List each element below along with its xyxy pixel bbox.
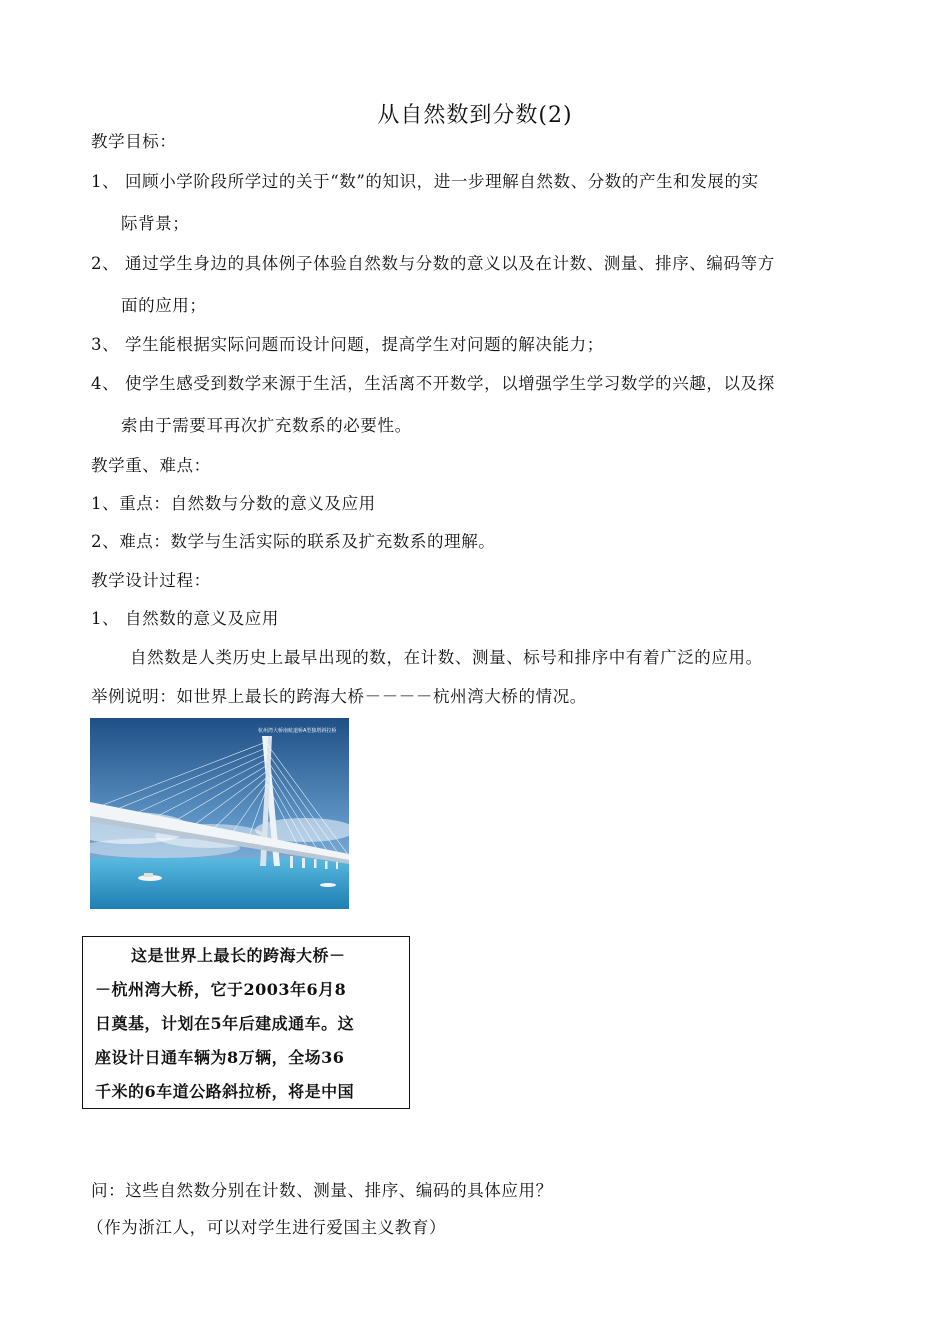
process-step-1: 1、 自然数的意义及应用	[91, 609, 279, 628]
objective-number: 2、	[91, 254, 120, 273]
document-title: 从自然数到分数(2)	[377, 103, 573, 128]
note-line: （作为浙江人，可以对学生进行爱国主义教育）	[87, 1218, 447, 1237]
objective-number: 3、	[91, 335, 120, 354]
process-paragraph: 自然数是人类历史上最早出现的数，在计数、测量、标号和排序中有着广泛的应用。	[130, 648, 763, 667]
textbox-line-4: 座设计日通车辆为8万辆，全场36	[95, 1048, 345, 1067]
objective-text-line2: 面的应用；	[121, 296, 207, 315]
textbox-line-5: 千米的6车道公路斜拉桥，将是中国	[95, 1082, 355, 1101]
objective-text-line1: 回顾小学阶段所学过的关于“数”的知识，进一步理解自然数、分数的产生和发展的实	[125, 172, 759, 191]
objective-text-line2: 索由于需要耳再次扩充数系的必要性。	[121, 416, 412, 435]
objective-text-line2: 际背景；	[121, 214, 190, 233]
objective-item-3	[91, 331, 861, 355]
info-textbox	[82, 936, 410, 1109]
key-point-1: 1、重点：自然数与分数的意义及应用	[91, 494, 376, 513]
objective-text-line1: 使学生感受到数学来源于生活，生活离不开数学，以增强学生学习数学的兴趣，以及探	[125, 374, 775, 393]
textbox-line-2: －杭州湾大桥，它于2003年6月8	[95, 980, 347, 999]
objectives-heading: 教学目标：	[91, 132, 177, 151]
process-heading: 教学设计过程：	[91, 571, 211, 590]
textbox-line-3: 日奠基，计划在5年后建成通车。这	[95, 1014, 355, 1033]
question-line: 问：这些自然数分别在计数、测量、排序、编码的具体应用？	[91, 1181, 553, 1200]
objective-item-2	[91, 250, 861, 320]
objective-text-line1: 通过学生身边的具体例子体验自然数与分数的意义以及在计数、测量、排序、编码等方	[125, 254, 775, 273]
objective-number: 1、	[91, 172, 120, 191]
key-point-2: 2、难点：数学与生活实际的联系及扩充数系的理解。	[91, 532, 496, 551]
objective-item-4	[91, 370, 861, 440]
photo-caption: 杭州湾大桥南航道桥A型独塔斜拉桥	[258, 728, 337, 734]
objective-item-1	[91, 168, 861, 238]
bridge-photo	[90, 718, 349, 909]
example-line: 举例说明：如世界上最长的跨海大桥－－－－杭州湾大桥的情况。	[91, 687, 587, 706]
objective-text-line1: 学生能根据实际问题而设计问题，提高学生对问题的解决能力；	[125, 335, 604, 354]
textbox-line-1: 这是世界上最长的跨海大桥－	[131, 946, 346, 965]
key-points-heading: 教学重、难点：	[91, 456, 211, 475]
objective-number: 4、	[91, 374, 120, 393]
